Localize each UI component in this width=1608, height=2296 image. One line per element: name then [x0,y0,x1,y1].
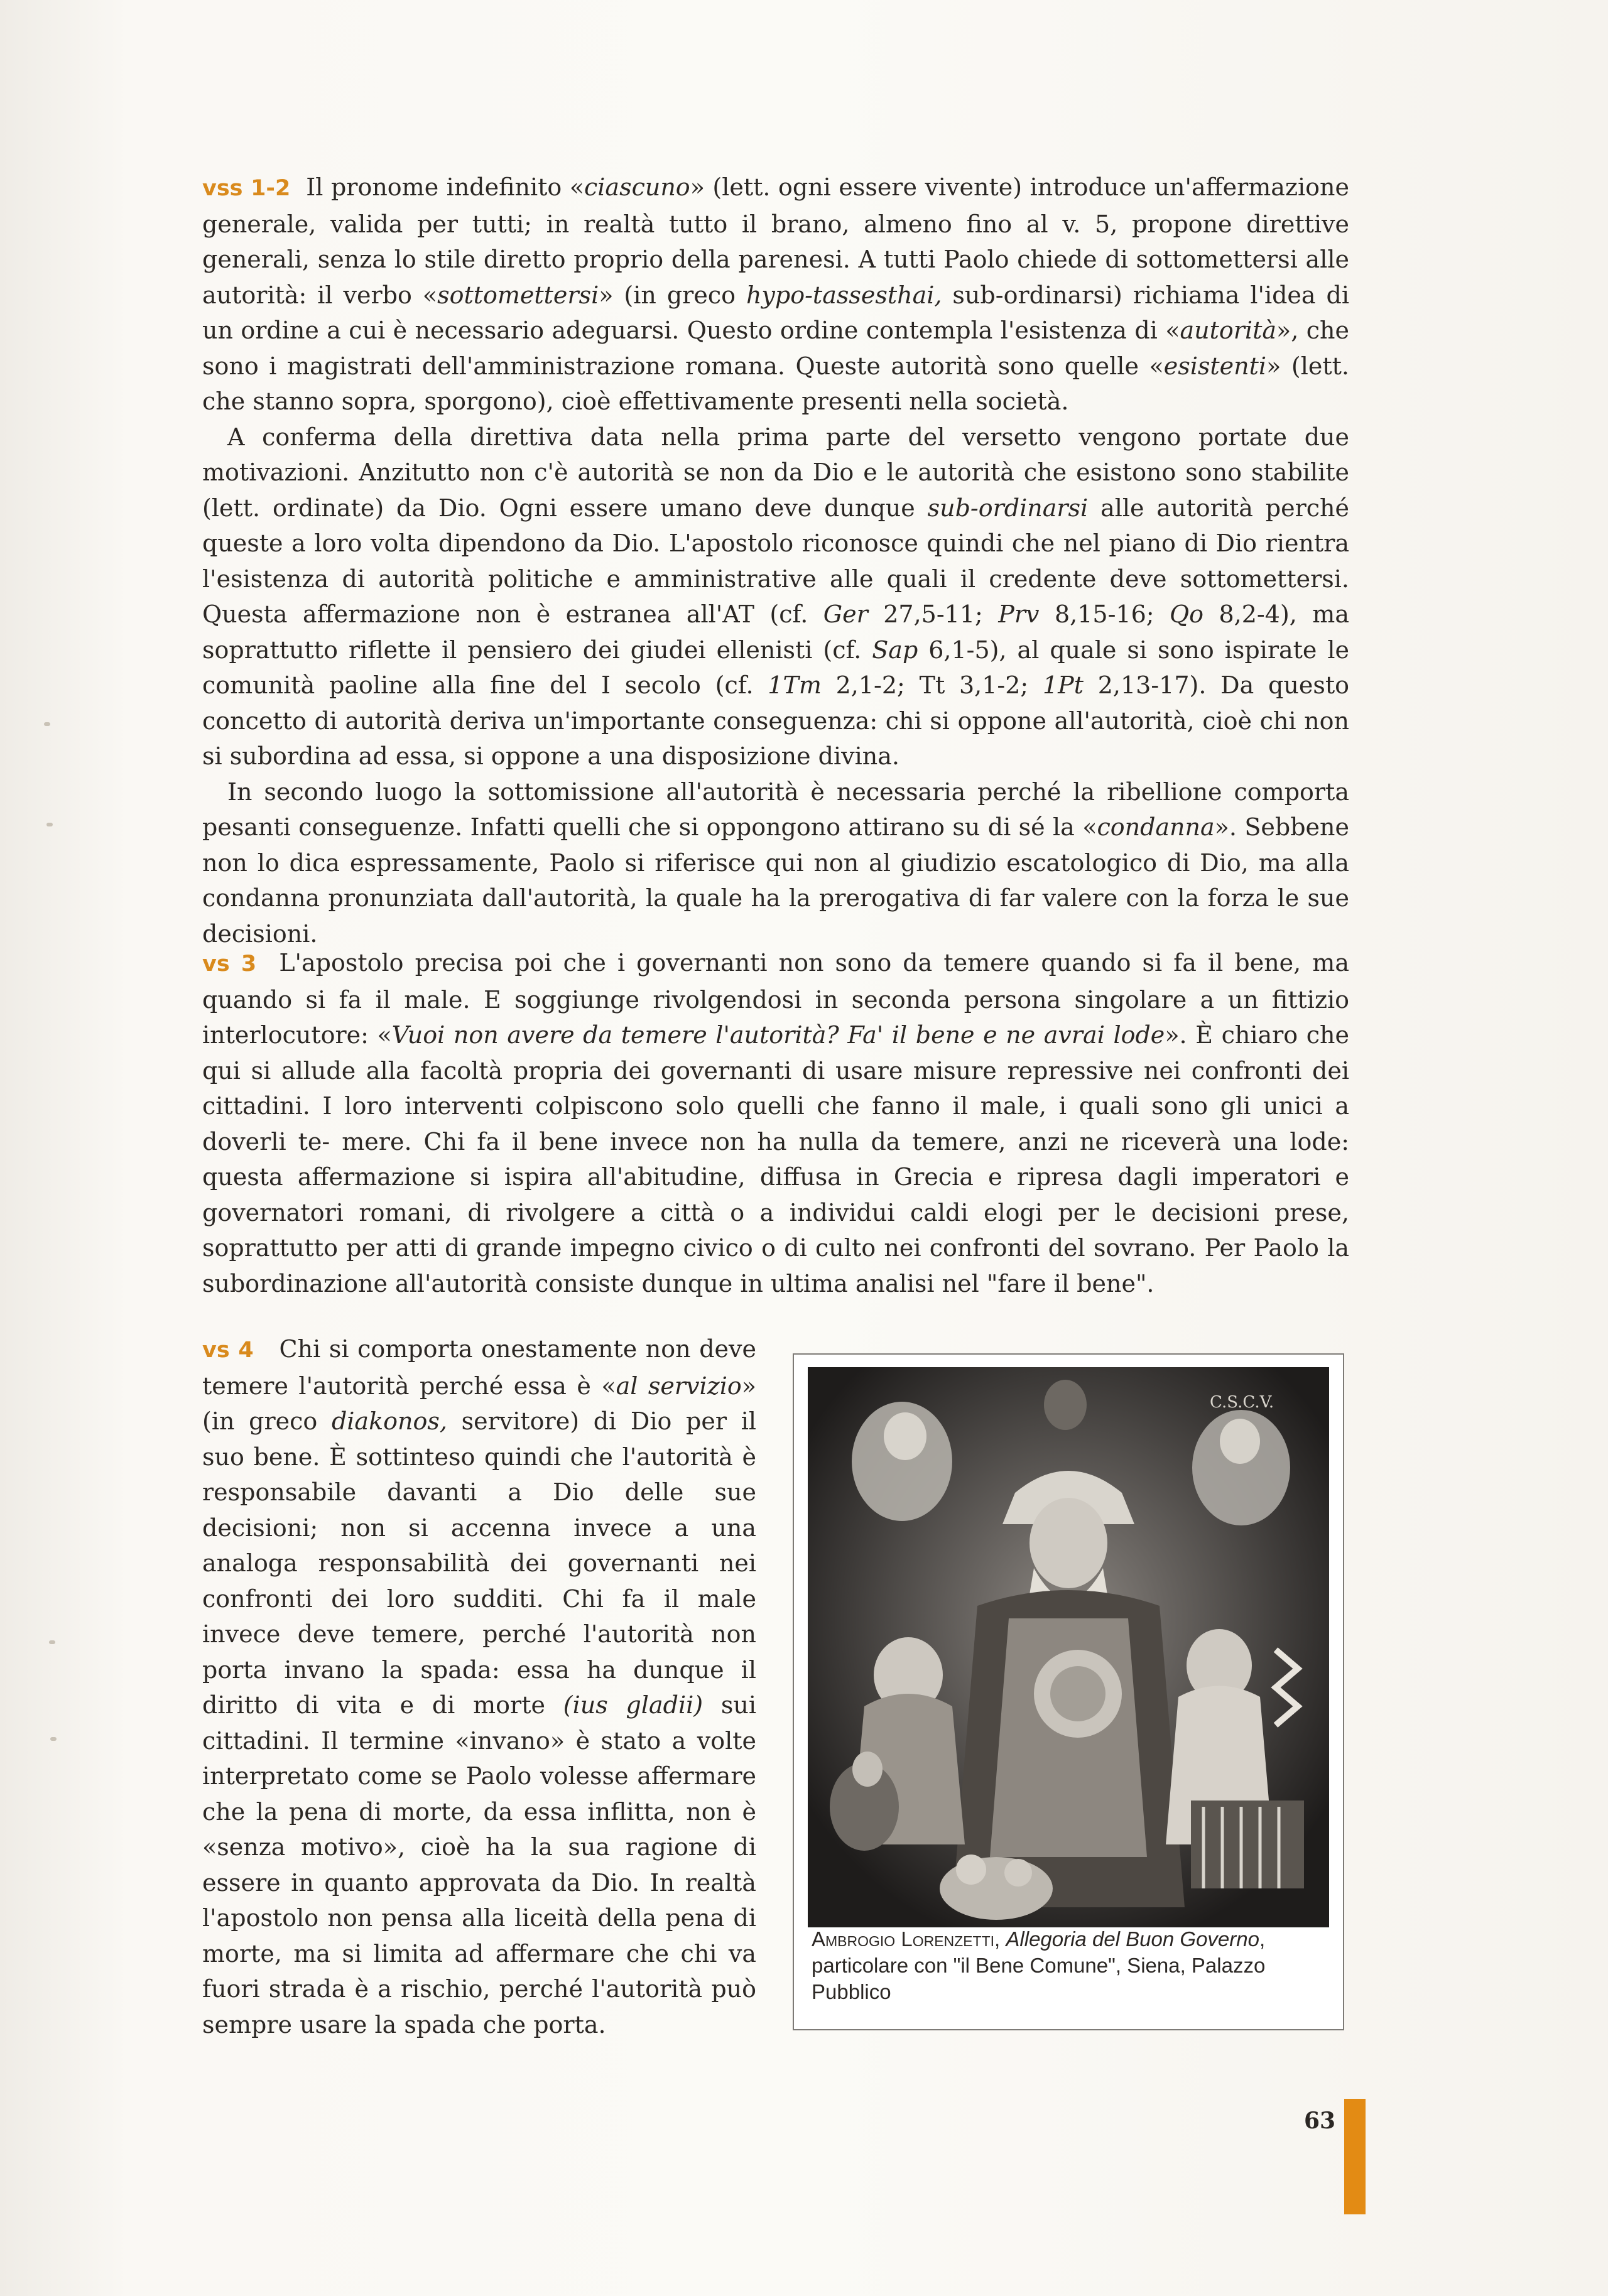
italic-run: Sap [872,636,918,664]
text-run: 2,13-17). Da questo concetto di autorità deriva un'importante conseguenza: chi si oppone all'autorità, cioè chi non si subordina ad essa, si oppone a una disposizione divina. [202,671,1349,770]
text-run: 8,2-4), ma soprattutto riflette il pensiero dei giudei ellenisti (cf. [202,600,1349,664]
text-run: » (in greco [599,281,746,309]
italic-run: Ger [823,600,868,628]
text-run: alle autorità perché queste a loro volta dipendono da Dio. L'apostolo riconosce quindi che nel piano di Dio rientra l'esistenza di autorità politiche e amministrative alle quali il credente deve sottomettersi. Questa affermazione non è estranea all'AT (cf. [202,494,1349,628]
paragraph [202,420,1349,774]
text-run: sub-ordinarsi) richiama l'idea di un ordine a cui è necessario adeguarsi. Questo ordine contempla l'esistenza di « [202,281,1349,344]
margin-speck [44,722,50,726]
italic-run: ciascuno [584,173,690,201]
page-number: 63 [1304,2108,1336,2134]
margin-speck [50,1737,57,1741]
text-run: Chi si comporta onestamente non deve temere l'autorità perché essa è « [202,1335,756,1400]
text-run: », che sono i magistrati dell'amministrazione romana. Queste autorità sono quelle « [202,317,1349,380]
text-run: Il pronome indefinito « [306,173,584,201]
section-vs-3 [202,945,1349,1301]
paragraph-body [202,778,1349,948]
italic-run: 1Pt [1042,671,1084,699]
text-run: L'apostolo precisa poi che i governanti non sono da temere quando si fa il bene, ma quando si fa il male. E soggiunge rivolgendosi in seconda persona singolare a un fittizio interlocutore: « [202,949,1349,1049]
verse-label: vs 4 [202,1338,254,1363]
margin-speck [46,823,53,826]
italic-run: hypo-tassesthai, [746,281,942,309]
text-run: In secondo luogo la sottomissione all'autorità è necessaria perché la ribellione comporta pesanti conseguenze. Infatti quelli che si oppongono attirano su di sé la « [202,777,1349,841]
verse-label: vss 1-2 [202,176,291,201]
section-vss-1-2 [202,170,1349,951]
italic-run: autorità [1180,317,1277,344]
italic-run: sub-ordinarsi [927,494,1089,522]
painting-inscription: C.S.C.V. [1210,1393,1274,1412]
section-vs-4 [202,1331,756,2042]
caption-title: Allegoria del Buon Governo [1006,1927,1259,1951]
text-run: sui cittadini. Il termine «invano» è stato a volte interpretato come se Paolo volesse affermare che la pena di morte, da essa inflitta, non è «senza motivo», cioè ha la sua ragione di essere in quanto approvata da Dio. In realtà l'apostolo non pensa alla liceità della pena di morte, ma si limita ad affermare che chi va fuori strada è a rischio, perché l'autorità può sempre usare la spada che porta. [202,1691,756,2039]
italic-run: Vuoi non avere da temere l'autorità? Fa' il bene e ne avrai lode [391,1021,1165,1049]
paragraph [202,170,1349,420]
text-run: 6,1-5), al quale si sono ispirate le comunità paoline alla fine del I secolo (cf. [202,636,1349,699]
paragraph-body [202,949,1349,1297]
italic-run: (ius gladii) [563,1691,704,1719]
italic-run: sottomettersi [437,281,599,309]
caption-separator: , [994,1927,1006,1951]
paragraph-body [202,423,1349,771]
text-run: » (lett. che stanno sopra, sporgono), cioè effettivamente presenti nella società. [202,352,1349,415]
italic-run: al servizio [616,1372,742,1400]
caption-author: Ambrogio Lorenzetti [812,1927,995,1951]
text-run: 2,1-2; Tt 3,1-2; [821,671,1043,699]
paragraph [202,945,1349,1301]
figure-caption [812,1926,1333,2005]
paragraph [202,774,1349,952]
italic-run: esistenti [1163,352,1267,380]
italic-run: diakonos, [331,1407,447,1435]
paragraph-body [202,173,1349,415]
caption-details: , particolare con "il Bene Comune", Siena, Palazzo Pubblico [812,1927,1266,2003]
text-run: » (in greco [202,1372,757,1435]
italic-run: Qo [1170,600,1204,628]
italic-run: 1Tm [768,671,822,699]
text-run: » (lett. ogni essere vivente) introduce un'affermazione generale, valida per tutti; in realtà tutto il brano, almeno fino al v. 5, propone direttive generali, senza lo stile diretto proprio della parenesi. A tutti Paolo chiede di sottomettersi alle autorità: il verbo « [202,173,1349,309]
italic-run: condanna [1097,813,1215,841]
painting-image [808,1367,1329,1927]
text-run: 8,15-16; [1039,600,1170,628]
margin-speck [49,1640,55,1644]
text-run: 27,5-11; [867,600,999,628]
paragraph-body [202,1335,756,2039]
paragraph [202,1331,756,2042]
text-run: A conferma della direttiva data nella prima parte del versetto vengono portate due motivazioni. Anzitutto non c'è autorità se non da Dio e le autorità che esistono sono stabilite (lett. ordinate) da Dio. Ogni essere umano deve dunque [202,423,1349,522]
page-tab-bar [1344,2099,1366,2214]
text-run: servitore) di Dio per il suo bene. È sottinteso quindi che l'autorità è responsabile davanti a Dio delle sue decisioni; non si accenna invece a una analoga responsabilità dei governanti nei confronti dei loro sudditi. Chi fa il male invece deve temere, perché l'autorità non porta invano la spada: essa ha dunque il diritto di vita e di morte [202,1407,756,1719]
text-run: ». È chiaro che qui si allude alla facoltà propria dei governanti di usare misure repressive nei confronti dei cittadini. I loro interventi colpiscono solo quelli che fanno il male, i quali sono gli unici a doverli te- mere. Chi fa il bene invece non ha nulla da temere, anzi ne riceverà una lode: questa affermazione si ispira all'abitudine, diffusa in Grecia e ripresa dagli imperatori e governatori romani, di rivolgere a città o a individui caldi elogi per le decisioni prese, soprattutto per atti di grande impegno civico o di culto nei confronti del sovrano. Per Paolo la subordinazione all'autorità consiste dunque in ultima analisi nel "fare il bene". [202,1021,1350,1297]
figure-painting [793,1353,1344,2030]
verse-label: vs 3 [202,951,257,977]
text-run: ». Sebbene non lo dica espressamente, Paolo si riferisce qui non al giudizio escatologico di Dio, ma alla condanna pronunziata dall'autorità, la quale ha la prerogativa di far valere con la forza le sue decisioni. [202,813,1349,948]
italic-run: Prv [998,600,1040,628]
